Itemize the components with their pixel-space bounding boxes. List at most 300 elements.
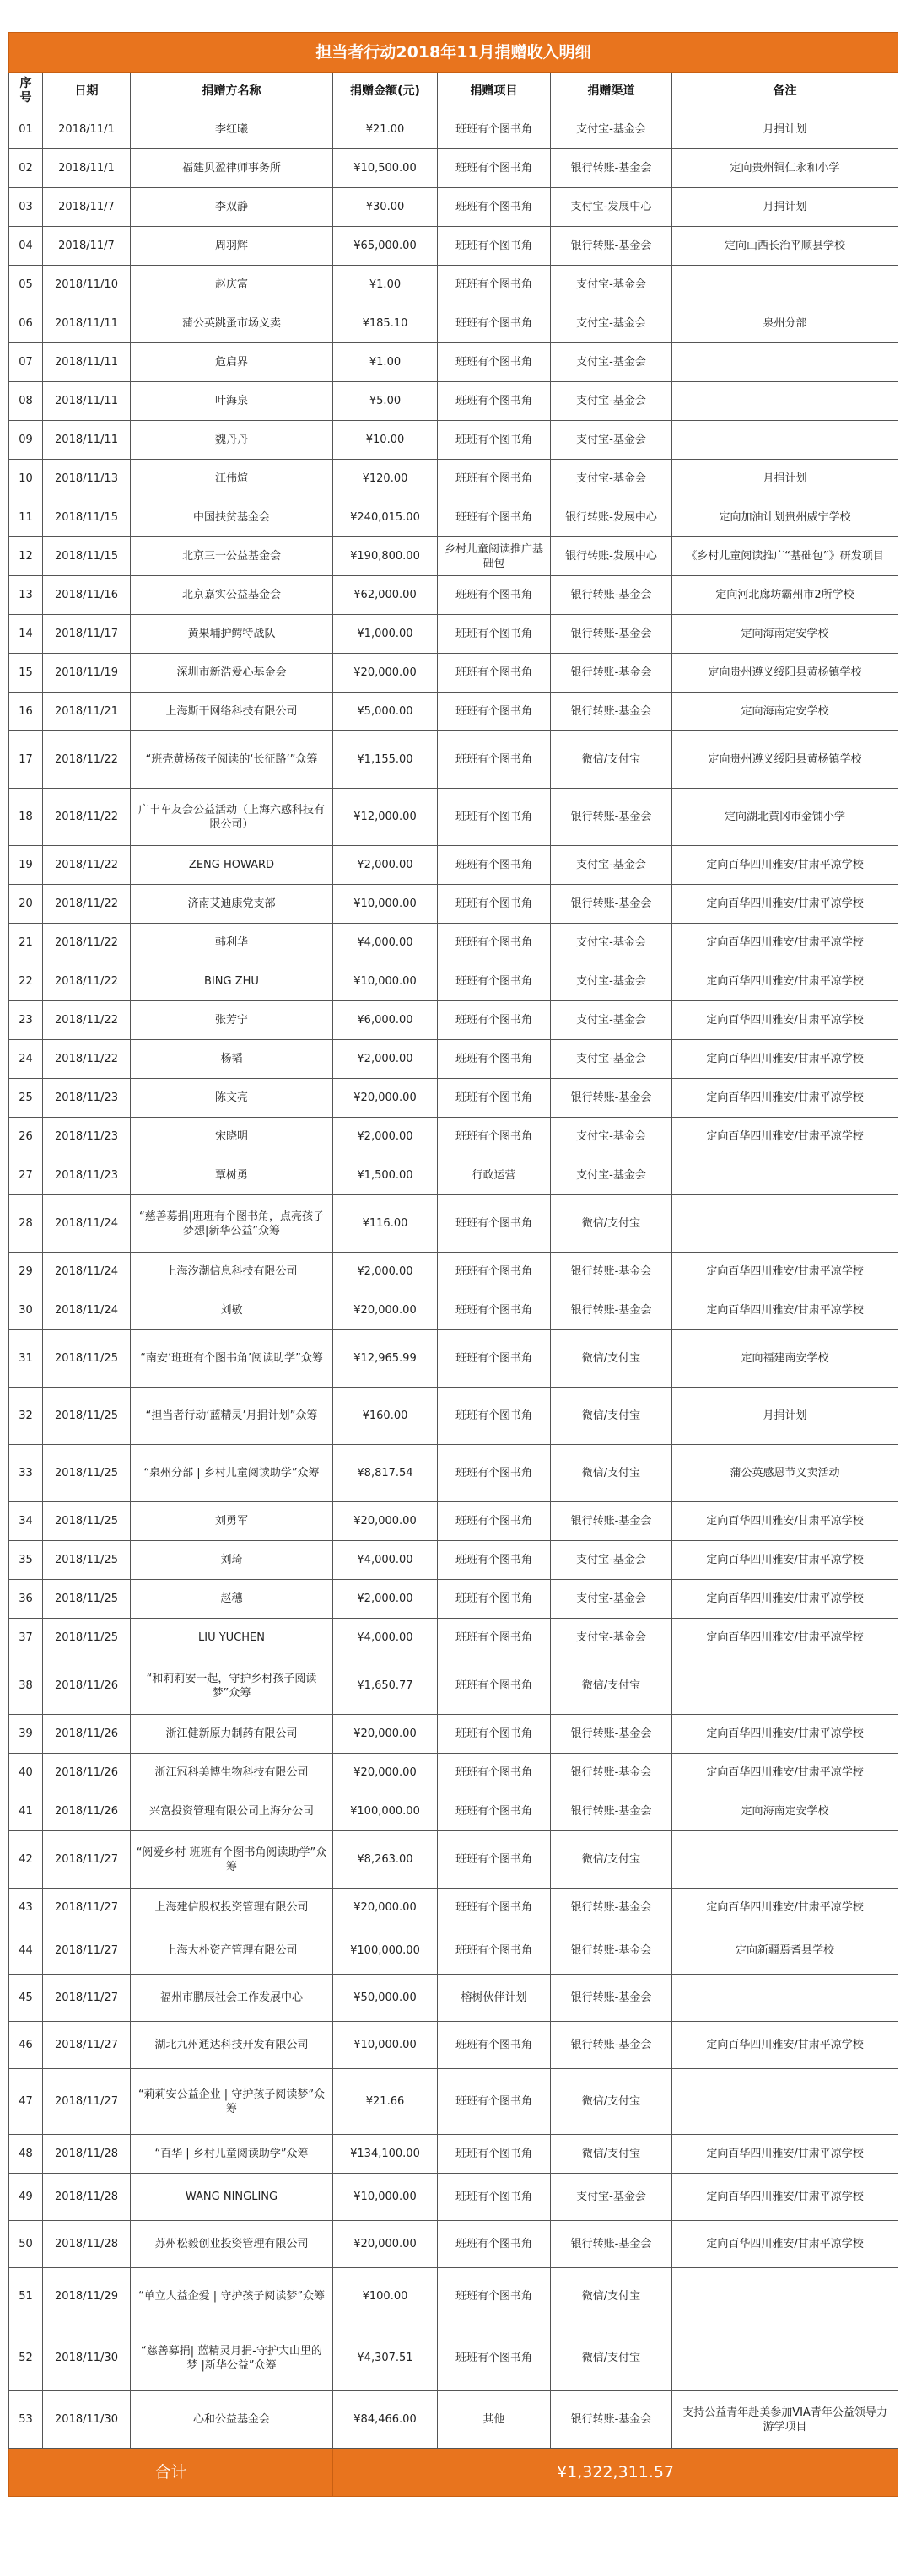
cell-channel: 支付宝-基金会 <box>551 110 672 149</box>
cell-amount: ¥62,000.00 <box>333 576 438 615</box>
cell-amount: ¥30.00 <box>333 188 438 227</box>
table-row <box>9 1619 898 1657</box>
cell-donor: “阅爱乡村 班班有个图书角阅读助学”众筹 <box>131 1831 333 1889</box>
table-row <box>9 1253 898 1291</box>
total-value: ¥1,322,311.57 <box>333 2449 898 2497</box>
cell-project: 班班有个图书角 <box>438 227 551 266</box>
cell-amount: ¥100,000.00 <box>333 1792 438 1831</box>
cell-channel: 银行转账-基金会 <box>551 1715 672 1754</box>
cell-date: 2018/11/24 <box>43 1291 131 1330</box>
cell-date: 2018/11/23 <box>43 1118 131 1156</box>
table-row <box>9 1541 898 1580</box>
cell-amount: ¥185.10 <box>333 304 438 343</box>
cell-channel: 支付宝-基金会 <box>551 460 672 498</box>
cell-channel: 支付宝-基金会 <box>551 421 672 460</box>
cell-index: 06 <box>9 304 43 343</box>
cell-donor: 苏州松毅创业投资管理有限公司 <box>131 2221 333 2268</box>
column-header-row <box>9 73 898 110</box>
cell-date: 2018/11/1 <box>43 110 131 149</box>
cell-amount: ¥1,650.77 <box>333 1657 438 1715</box>
table-row <box>9 962 898 1001</box>
cell-date: 2018/11/19 <box>43 654 131 693</box>
cell-note: 定向百华四川雅安/甘肃平凉学校 <box>672 1502 898 1541</box>
table-row <box>9 789 898 846</box>
cell-amount: ¥20,000.00 <box>333 1502 438 1541</box>
cell-index: 36 <box>9 1580 43 1619</box>
table-row <box>9 1580 898 1619</box>
cell-project: 班班有个图书角 <box>438 2268 551 2325</box>
table-row <box>9 1040 898 1079</box>
cell-index: 39 <box>9 1715 43 1754</box>
cell-project: 班班有个图书角 <box>438 1388 551 1445</box>
table-row <box>9 460 898 498</box>
cell-project: 其他 <box>438 2391 551 2449</box>
cell-project: 班班有个图书角 <box>438 2022 551 2069</box>
cell-donor: 蒲公英跳蚤市场义卖 <box>131 304 333 343</box>
cell-index: 12 <box>9 537 43 576</box>
cell-amount: ¥10,000.00 <box>333 962 438 1001</box>
cell-donor: 心和公益基金会 <box>131 2391 333 2449</box>
table-row <box>9 1715 898 1754</box>
cell-amount: ¥4,000.00 <box>333 924 438 962</box>
table-row <box>9 2174 898 2221</box>
cell-amount: ¥84,466.00 <box>333 2391 438 2449</box>
cell-index: 34 <box>9 1502 43 1541</box>
cell-channel: 银行转账-发展中心 <box>551 537 672 576</box>
cell-project: 行政运营 <box>438 1156 551 1195</box>
cell-date: 2018/11/10 <box>43 266 131 304</box>
cell-project: 班班有个图书角 <box>438 1445 551 1502</box>
table-row <box>9 110 898 149</box>
cell-project: 班班有个图书角 <box>438 304 551 343</box>
cell-note: 定向百华四川雅安/甘肃平凉学校 <box>672 1040 898 1079</box>
cell-note <box>672 2069 898 2135</box>
cell-index: 44 <box>9 1927 43 1975</box>
cell-donor: 江伟煊 <box>131 460 333 498</box>
cell-donor: 浙江健新原力制药有限公司 <box>131 1715 333 1754</box>
cell-index: 47 <box>9 2069 43 2135</box>
table-row <box>9 343 898 382</box>
cell-channel: 支付宝-基金会 <box>551 962 672 1001</box>
cell-amount: ¥5,000.00 <box>333 693 438 731</box>
cell-donor: BING ZHU <box>131 962 333 1001</box>
cell-channel: 支付宝-基金会 <box>551 2174 672 2221</box>
cell-channel: 银行转账-基金会 <box>551 2391 672 2449</box>
cell-channel: 支付宝-基金会 <box>551 1619 672 1657</box>
cell-project: 班班有个图书角 <box>438 2069 551 2135</box>
cell-index: 40 <box>9 1754 43 1792</box>
cell-date: 2018/11/28 <box>43 2135 131 2174</box>
cell-amount: ¥2,000.00 <box>333 1253 438 1291</box>
table-row <box>9 2221 898 2268</box>
cell-channel: 支付宝-基金会 <box>551 266 672 304</box>
cell-donor: 刘琦 <box>131 1541 333 1580</box>
cell-channel: 支付宝-基金会 <box>551 343 672 382</box>
cell-note: 月捐计划 <box>672 188 898 227</box>
cell-donor: “莉莉安公益企业 | 守护孩子阅读梦”众筹 <box>131 2069 333 2135</box>
cell-index: 38 <box>9 1657 43 1715</box>
donation-table <box>8 32 898 2497</box>
cell-note: 定向百华四川雅安/甘肃平凉学校 <box>672 1079 898 1118</box>
cell-amount: ¥100.00 <box>333 2268 438 2325</box>
cell-channel: 银行转账-基金会 <box>551 1079 672 1118</box>
cell-note: 蒲公英感恩节义卖活动 <box>672 1445 898 1502</box>
cell-note: 《乡村儿童阅读推广“基础包”》研发项目 <box>672 537 898 576</box>
cell-index: 09 <box>9 421 43 460</box>
cell-donor: 福州市鹏辰社会工作发展中心 <box>131 1975 333 2022</box>
cell-note <box>672 1156 898 1195</box>
cell-note: 定向海南定安学校 <box>672 1792 898 1831</box>
cell-index: 42 <box>9 1831 43 1889</box>
cell-project: 班班有个图书角 <box>438 924 551 962</box>
cell-amount: ¥12,000.00 <box>333 789 438 846</box>
cell-donor: “和莉莉安一起，守护乡村孩子阅读梦”众筹 <box>131 1657 333 1715</box>
cell-donor: “南安‘班班有个图书角’阅读助学”众筹 <box>131 1330 333 1388</box>
table-row <box>9 615 898 654</box>
cell-index: 26 <box>9 1118 43 1156</box>
cell-project: 班班有个图书角 <box>438 1291 551 1330</box>
cell-donor: 魏丹丹 <box>131 421 333 460</box>
cell-project: 班班有个图书角 <box>438 188 551 227</box>
cell-date: 2018/11/25 <box>43 1502 131 1541</box>
cell-project: 班班有个图书角 <box>438 460 551 498</box>
cell-amount: ¥20,000.00 <box>333 654 438 693</box>
cell-donor: 李双静 <box>131 188 333 227</box>
cell-date: 2018/11/22 <box>43 1001 131 1040</box>
cell-amount: ¥5.00 <box>333 382 438 421</box>
cell-amount: ¥8,263.00 <box>333 1831 438 1889</box>
cell-date: 2018/11/28 <box>43 2174 131 2221</box>
cell-note: 定向贵州遵义绥阳县黄杨镇学校 <box>672 654 898 693</box>
cell-donor: ZENG HOWARD <box>131 846 333 885</box>
cell-date: 2018/11/27 <box>43 1927 131 1975</box>
cell-donor: “慈善募捐| 蓝精灵月捐-守护大山里的梦 |新华公益”众筹 <box>131 2325 333 2391</box>
cell-index: 15 <box>9 654 43 693</box>
cell-channel: 支付宝-基金会 <box>551 924 672 962</box>
cell-date: 2018/11/26 <box>43 1754 131 1792</box>
table-row <box>9 693 898 731</box>
cell-amount: ¥20,000.00 <box>333 1754 438 1792</box>
cell-amount: ¥4,000.00 <box>333 1619 438 1657</box>
cell-date: 2018/11/28 <box>43 2221 131 2268</box>
cell-note <box>672 1195 898 1253</box>
cell-channel: 银行转账-基金会 <box>551 789 672 846</box>
cell-project: 班班有个图书角 <box>438 2174 551 2221</box>
cell-note <box>672 1657 898 1715</box>
cell-index: 24 <box>9 1040 43 1079</box>
cell-project: 班班有个图书角 <box>438 1754 551 1792</box>
cell-date: 2018/11/27 <box>43 2069 131 2135</box>
cell-date: 2018/11/26 <box>43 1715 131 1754</box>
cell-note: 定向百华四川雅安/甘肃平凉学校 <box>672 924 898 962</box>
cell-project: 班班有个图书角 <box>438 382 551 421</box>
cell-note: 定向百华四川雅安/甘肃平凉学校 <box>672 846 898 885</box>
cell-note: 月捐计划 <box>672 110 898 149</box>
cell-note: 泉州分部 <box>672 304 898 343</box>
cell-note: 定向湖北黄冈市金铺小学 <box>672 789 898 846</box>
cell-project: 班班有个图书角 <box>438 1619 551 1657</box>
cell-date: 2018/11/22 <box>43 731 131 789</box>
cell-channel: 支付宝-基金会 <box>551 1541 672 1580</box>
cell-date: 2018/11/25 <box>43 1619 131 1657</box>
cell-index: 50 <box>9 2221 43 2268</box>
cell-note: 定向百华四川雅安/甘肃平凉学校 <box>672 1001 898 1040</box>
cell-donor: 济南艾迪康党支部 <box>131 885 333 924</box>
cell-channel: 银行转账-基金会 <box>551 1253 672 1291</box>
cell-date: 2018/11/22 <box>43 846 131 885</box>
cell-index: 46 <box>9 2022 43 2069</box>
cell-note: 定向新疆焉耆县学校 <box>672 1927 898 1975</box>
cell-donor: 北京嘉实公益基金会 <box>131 576 333 615</box>
cell-note: 定向百华四川雅安/甘肃平凉学校 <box>672 962 898 1001</box>
cell-date: 2018/11/11 <box>43 421 131 460</box>
cell-donor: 周羽辉 <box>131 227 333 266</box>
cell-channel: 支付宝-基金会 <box>551 304 672 343</box>
cell-donor: 陈文亮 <box>131 1079 333 1118</box>
cell-channel: 支付宝-基金会 <box>551 382 672 421</box>
cell-amount: ¥4,000.00 <box>333 1541 438 1580</box>
cell-note <box>672 421 898 460</box>
cell-project: 班班有个图书角 <box>438 343 551 382</box>
cell-date: 2018/11/27 <box>43 1831 131 1889</box>
cell-channel: 支付宝-基金会 <box>551 1156 672 1195</box>
table-body <box>9 110 898 2449</box>
table-row <box>9 1001 898 1040</box>
cell-date: 2018/11/16 <box>43 576 131 615</box>
cell-index: 20 <box>9 885 43 924</box>
cell-channel: 微信/支付宝 <box>551 731 672 789</box>
header-project: 捐赠项目 <box>438 73 551 110</box>
cell-amount: ¥21.00 <box>333 110 438 149</box>
cell-project: 班班有个图书角 <box>438 149 551 188</box>
table-row <box>9 885 898 924</box>
cell-donor: 湖北九州通达科技开发有限公司 <box>131 2022 333 2069</box>
cell-donor: 上海斯干网络科技有限公司 <box>131 693 333 731</box>
cell-channel: 银行转账-基金会 <box>551 2221 672 2268</box>
table-row <box>9 1079 898 1118</box>
cell-note <box>672 266 898 304</box>
cell-note: 定向百华四川雅安/甘肃平凉学校 <box>672 1619 898 1657</box>
cell-channel: 微信/支付宝 <box>551 1445 672 1502</box>
cell-note <box>672 2325 898 2391</box>
cell-index: 17 <box>9 731 43 789</box>
cell-project: 班班有个图书角 <box>438 1580 551 1619</box>
cell-index: 11 <box>9 498 43 537</box>
cell-index: 08 <box>9 382 43 421</box>
cell-note <box>672 343 898 382</box>
cell-amount: ¥2,000.00 <box>333 1040 438 1079</box>
cell-date: 2018/11/24 <box>43 1195 131 1253</box>
cell-note <box>672 1831 898 1889</box>
header-channel: 捐赠渠道 <box>551 73 672 110</box>
cell-project: 班班有个图书角 <box>438 789 551 846</box>
cell-project: 班班有个图书角 <box>438 962 551 1001</box>
cell-note: 定向百华四川雅安/甘肃平凉学校 <box>672 1580 898 1619</box>
cell-index: 25 <box>9 1079 43 1118</box>
cell-channel: 微信/支付宝 <box>551 1831 672 1889</box>
cell-amount: ¥10,500.00 <box>333 149 438 188</box>
cell-date: 2018/11/11 <box>43 304 131 343</box>
cell-index: 53 <box>9 2391 43 2449</box>
cell-donor: “班壳黄杨孩子阅读的‘长征路’”众筹 <box>131 731 333 789</box>
cell-donor: “担当者行动‘蓝精灵’月捐计划”众筹 <box>131 1388 333 1445</box>
cell-index: 23 <box>9 1001 43 1040</box>
cell-amount: ¥2,000.00 <box>333 1580 438 1619</box>
cell-note: 定向百华四川雅安/甘肃平凉学校 <box>672 1715 898 1754</box>
cell-note: 支持公益青年赴美参加VIA青年公益领导力游学项目 <box>672 2391 898 2449</box>
cell-date: 2018/11/22 <box>43 962 131 1001</box>
cell-channel: 支付宝-发展中心 <box>551 188 672 227</box>
cell-donor: 杨韬 <box>131 1040 333 1079</box>
cell-project: 班班有个图书角 <box>438 1831 551 1889</box>
table-row <box>9 1975 898 2022</box>
cell-index: 18 <box>9 789 43 846</box>
cell-channel: 支付宝-基金会 <box>551 846 672 885</box>
table-row <box>9 304 898 343</box>
cell-channel: 微信/支付宝 <box>551 1330 672 1388</box>
header-donor: 捐赠方名称 <box>131 73 333 110</box>
table-row <box>9 846 898 885</box>
table-row <box>9 1330 898 1388</box>
cell-note: 定向百华四川雅安/甘肃平凉学校 <box>672 2022 898 2069</box>
cell-amount: ¥1.00 <box>333 343 438 382</box>
cell-amount: ¥4,307.51 <box>333 2325 438 2391</box>
table-row <box>9 1831 898 1889</box>
cell-channel: 银行转账-基金会 <box>551 1754 672 1792</box>
cell-index: 49 <box>9 2174 43 2221</box>
cell-donor: “单立人益企爱 | 守护孩子阅读梦”众筹 <box>131 2268 333 2325</box>
cell-note: 定向百华四川雅安/甘肃平凉学校 <box>672 1889 898 1927</box>
table-title: 担当者行动2018年11月捐赠收入明细 <box>9 33 898 73</box>
cell-donor: 兴富投资管理有限公司上海分公司 <box>131 1792 333 1831</box>
cell-amount: ¥21.66 <box>333 2069 438 2135</box>
cell-amount: ¥10,000.00 <box>333 2174 438 2221</box>
cell-amount: ¥6,000.00 <box>333 1001 438 1040</box>
cell-project: 班班有个图书角 <box>438 1040 551 1079</box>
cell-channel: 银行转账-基金会 <box>551 1291 672 1330</box>
cell-project: 班班有个图书角 <box>438 1079 551 1118</box>
cell-donor: 上海汐潮信息科技有限公司 <box>131 1253 333 1291</box>
cell-channel: 支付宝-基金会 <box>551 1040 672 1079</box>
cell-note: 定向福建南安学校 <box>672 1330 898 1388</box>
cell-note: 月捐计划 <box>672 460 898 498</box>
cell-amount: ¥100,000.00 <box>333 1927 438 1975</box>
table-row <box>9 2268 898 2325</box>
cell-donor: “泉州分部 | 乡村儿童阅读助学”众筹 <box>131 1445 333 1502</box>
cell-amount: ¥116.00 <box>333 1195 438 1253</box>
cell-date: 2018/11/23 <box>43 1079 131 1118</box>
cell-donor: 深圳市新浩爱心基金会 <box>131 654 333 693</box>
cell-project: 班班有个图书角 <box>438 1118 551 1156</box>
cell-date: 2018/11/27 <box>43 1889 131 1927</box>
cell-donor: 上海大朴资产管理有限公司 <box>131 1927 333 1975</box>
cell-date: 2018/11/17 <box>43 615 131 654</box>
donation-table-wrapper <box>8 32 898 2497</box>
cell-date: 2018/11/29 <box>43 2268 131 2325</box>
cell-index: 07 <box>9 343 43 382</box>
cell-channel: 微信/支付宝 <box>551 2135 672 2174</box>
header-amount: 捐赠金额(元) <box>333 73 438 110</box>
cell-project: 班班有个图书角 <box>438 1792 551 1831</box>
table-row <box>9 498 898 537</box>
cell-channel: 微信/支付宝 <box>551 1657 672 1715</box>
cell-project: 班班有个图书角 <box>438 1715 551 1754</box>
cell-amount: ¥10,000.00 <box>333 885 438 924</box>
cell-date: 2018/11/15 <box>43 498 131 537</box>
total-label: 合计 <box>9 2449 333 2497</box>
cell-project: 班班有个图书角 <box>438 576 551 615</box>
cell-donor: “慈善募捐|班班有个图书角，点亮孩子梦想|新华公益”众筹 <box>131 1195 333 1253</box>
cell-date: 2018/11/30 <box>43 2325 131 2391</box>
cell-channel: 银行转账-基金会 <box>551 2022 672 2069</box>
table-row <box>9 1889 898 1927</box>
table-row <box>9 188 898 227</box>
cell-project: 乡村儿童阅读推广基础包 <box>438 537 551 576</box>
cell-channel: 银行转账-基金会 <box>551 1792 672 1831</box>
table-row <box>9 1156 898 1195</box>
cell-donor: 黄果埔护鳄特战队 <box>131 615 333 654</box>
cell-index: 16 <box>9 693 43 731</box>
cell-donor: 叶海泉 <box>131 382 333 421</box>
cell-channel: 银行转账-基金会 <box>551 1927 672 1975</box>
cell-date: 2018/11/27 <box>43 1975 131 2022</box>
cell-index: 21 <box>9 924 43 962</box>
cell-project: 班班有个图书角 <box>438 110 551 149</box>
cell-note: 定向加油计划贵州威宁学校 <box>672 498 898 537</box>
cell-donor: “百华 | 乡村儿童阅读助学”众筹 <box>131 2135 333 2174</box>
cell-donor: 刘敏 <box>131 1291 333 1330</box>
header-note: 备注 <box>672 73 898 110</box>
cell-index: 45 <box>9 1975 43 2022</box>
cell-channel: 银行转账-基金会 <box>551 693 672 731</box>
cell-amount: ¥1,000.00 <box>333 615 438 654</box>
cell-date: 2018/11/7 <box>43 227 131 266</box>
cell-project: 班班有个图书角 <box>438 1927 551 1975</box>
cell-date: 2018/11/25 <box>43 1445 131 1502</box>
cell-date: 2018/11/11 <box>43 343 131 382</box>
cell-channel: 微信/支付宝 <box>551 2325 672 2391</box>
cell-index: 03 <box>9 188 43 227</box>
cell-index: 32 <box>9 1388 43 1445</box>
table-row <box>9 1291 898 1330</box>
cell-amount: ¥10.00 <box>333 421 438 460</box>
cell-channel: 银行转账-基金会 <box>551 1502 672 1541</box>
cell-date: 2018/11/22 <box>43 1040 131 1079</box>
cell-channel: 支付宝-基金会 <box>551 1580 672 1619</box>
cell-amount: ¥20,000.00 <box>333 1889 438 1927</box>
cell-amount: ¥8,817.54 <box>333 1445 438 1502</box>
table-row <box>9 1445 898 1502</box>
table-row <box>9 382 898 421</box>
cell-project: 班班有个图书角 <box>438 498 551 537</box>
cell-project: 班班有个图书角 <box>438 421 551 460</box>
cell-project: 班班有个图书角 <box>438 1330 551 1388</box>
cell-project: 班班有个图书角 <box>438 266 551 304</box>
cell-project: 班班有个图书角 <box>438 846 551 885</box>
cell-note: 定向河北廊坊霸州市2所学校 <box>672 576 898 615</box>
total-row <box>9 2449 898 2497</box>
table-row <box>9 2022 898 2069</box>
cell-channel: 支付宝-基金会 <box>551 1118 672 1156</box>
cell-date: 2018/11/7 <box>43 188 131 227</box>
cell-project: 班班有个图书角 <box>438 615 551 654</box>
cell-project: 班班有个图书角 <box>438 1657 551 1715</box>
cell-note <box>672 382 898 421</box>
table-row <box>9 537 898 576</box>
cell-index: 41 <box>9 1792 43 1831</box>
table-row <box>9 1195 898 1253</box>
cell-project: 班班有个图书角 <box>438 1001 551 1040</box>
